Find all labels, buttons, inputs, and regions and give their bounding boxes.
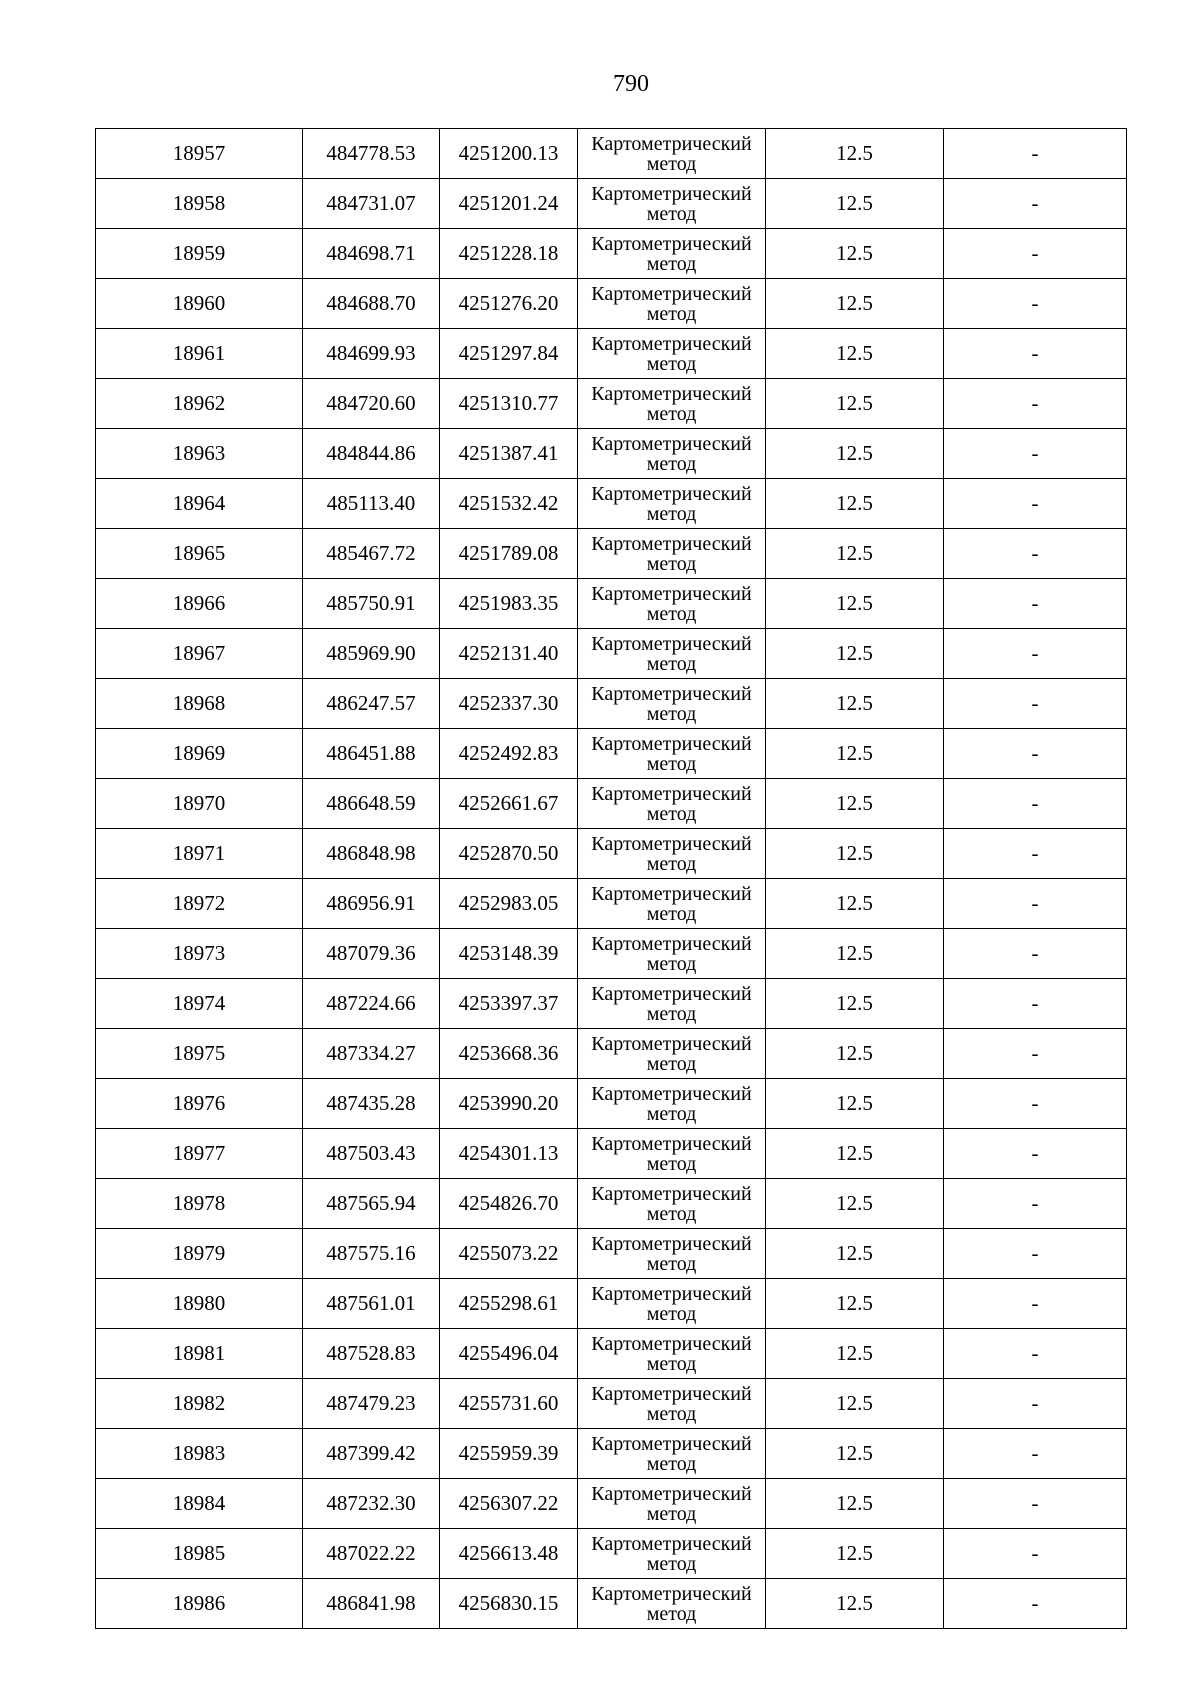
note-cell: - [944, 1379, 1127, 1429]
method-cell [578, 979, 766, 1029]
y-coordinate-cell: 4252983.05 [440, 879, 578, 929]
accuracy-cell: 12.5 [766, 1479, 944, 1529]
x-coordinate-cell: 485750.91 [303, 579, 440, 629]
method-line-2: метод [646, 1202, 697, 1225]
method-line-1: Картометрический [591, 1532, 752, 1555]
accuracy-cell: 12.5 [766, 729, 944, 779]
accuracy-cell: 12.5 [766, 779, 944, 829]
method-line-2: метод [646, 902, 697, 925]
point-number-cell: 18971 [96, 829, 303, 879]
table-row [96, 629, 1127, 679]
y-coordinate-cell: 4256613.48 [440, 1529, 578, 1579]
method-cell [578, 679, 766, 729]
point-number-cell: 18977 [96, 1129, 303, 1179]
method-line-1: Картометрический [591, 832, 752, 855]
table-row [96, 829, 1127, 879]
method-line-1: Картометрический [591, 432, 752, 455]
note-cell: - [944, 379, 1127, 429]
accuracy-cell: 12.5 [766, 379, 944, 429]
method-cell [578, 1079, 766, 1129]
y-coordinate-cell: 4251310.77 [440, 379, 578, 429]
table-row [96, 679, 1127, 729]
method-cell [578, 1529, 766, 1579]
accuracy-cell: 12.5 [766, 279, 944, 329]
method-cell [578, 479, 766, 529]
point-number-cell: 18986 [96, 1579, 303, 1629]
note-cell: - [944, 729, 1127, 779]
note-cell: - [944, 1229, 1127, 1279]
y-coordinate-cell: 4253148.39 [440, 929, 578, 979]
table-row [96, 379, 1127, 429]
table-row [96, 929, 1127, 979]
method-line-1: Картометрический [591, 582, 752, 605]
y-coordinate-cell: 4251532.42 [440, 479, 578, 529]
y-coordinate-cell: 4255298.61 [440, 1279, 578, 1329]
method-line-2: метод [646, 602, 697, 625]
accuracy-cell: 12.5 [766, 1179, 944, 1229]
y-coordinate-cell: 4251276.20 [440, 279, 578, 329]
method-line-1: Картометрический [591, 232, 752, 255]
note-cell: - [944, 429, 1127, 479]
method-cell [578, 729, 766, 779]
accuracy-cell: 12.5 [766, 1429, 944, 1479]
x-coordinate-cell: 487503.43 [303, 1129, 440, 1179]
x-coordinate-cell: 486848.98 [303, 829, 440, 879]
note-cell: - [944, 529, 1127, 579]
method-line-1: Картометрический [591, 382, 752, 405]
y-coordinate-cell: 4255959.39 [440, 1429, 578, 1479]
table-row [96, 1229, 1127, 1279]
method-cell [578, 1379, 766, 1429]
method-line-1: Картометрический [591, 1582, 752, 1605]
x-coordinate-cell: 485969.90 [303, 629, 440, 679]
method-cell [578, 879, 766, 929]
x-coordinate-cell: 486841.98 [303, 1579, 440, 1629]
table-row [96, 1429, 1127, 1479]
x-coordinate-cell: 484778.53 [303, 129, 440, 179]
method-line-1: Картометрический [591, 282, 752, 305]
accuracy-cell: 12.5 [766, 179, 944, 229]
note-cell: - [944, 679, 1127, 729]
x-coordinate-cell: 484698.71 [303, 229, 440, 279]
method-cell [578, 579, 766, 629]
method-cell [578, 379, 766, 429]
y-coordinate-cell: 4254826.70 [440, 1179, 578, 1229]
accuracy-cell: 12.5 [766, 129, 944, 179]
point-number-cell: 18978 [96, 1179, 303, 1229]
point-number-cell: 18979 [96, 1229, 303, 1279]
note-cell: - [944, 1279, 1127, 1329]
method-line-2: метод [646, 1152, 697, 1175]
x-coordinate-cell: 487575.16 [303, 1229, 440, 1279]
accuracy-cell: 12.5 [766, 1279, 944, 1329]
method-cell [578, 1029, 766, 1079]
method-line-1: Картометрический [591, 1232, 752, 1255]
method-line-2: метод [646, 552, 697, 575]
method-line-1: Картометрический [591, 1032, 752, 1055]
page-number: 790 [613, 71, 649, 97]
x-coordinate-cell: 485113.40 [303, 479, 440, 529]
y-coordinate-cell: 4252492.83 [440, 729, 578, 779]
method-line-1: Картометрический [591, 1132, 752, 1155]
y-coordinate-cell: 4253668.36 [440, 1029, 578, 1079]
method-cell [578, 1329, 766, 1379]
method-line-2: метод [646, 1502, 697, 1525]
point-number-cell: 18957 [96, 129, 303, 179]
table-row [96, 579, 1127, 629]
method-line-1: Картометрический [591, 132, 752, 155]
x-coordinate-cell: 486247.57 [303, 679, 440, 729]
table-row [96, 179, 1127, 229]
method-line-2: метод [646, 1252, 697, 1275]
point-number-cell: 18972 [96, 879, 303, 929]
method-line-2: метод [646, 402, 697, 425]
accuracy-cell: 12.5 [766, 479, 944, 529]
method-line-2: метод [646, 1402, 697, 1425]
x-coordinate-cell: 487079.36 [303, 929, 440, 979]
y-coordinate-cell: 4254301.13 [440, 1129, 578, 1179]
x-coordinate-cell: 486451.88 [303, 729, 440, 779]
table-row [96, 779, 1127, 829]
note-cell: - [944, 979, 1127, 1029]
table-row [96, 1079, 1127, 1129]
method-line-1: Картометрический [591, 782, 752, 805]
method-cell [578, 779, 766, 829]
y-coordinate-cell: 4251983.35 [440, 579, 578, 629]
method-cell [578, 429, 766, 479]
method-cell [578, 1429, 766, 1479]
note-cell: - [944, 879, 1127, 929]
table-row [96, 1279, 1127, 1329]
y-coordinate-cell: 4251200.13 [440, 129, 578, 179]
method-cell [578, 1129, 766, 1179]
x-coordinate-cell: 484844.86 [303, 429, 440, 479]
method-line-1: Картометрический [591, 932, 752, 955]
method-line-1: Картометрический [591, 1182, 752, 1205]
point-number-cell: 18984 [96, 1479, 303, 1529]
y-coordinate-cell: 4253990.20 [440, 1079, 578, 1129]
point-number-cell: 18967 [96, 629, 303, 679]
x-coordinate-cell: 486648.59 [303, 779, 440, 829]
method-line-2: метод [646, 1052, 697, 1075]
table-row [96, 1579, 1127, 1629]
note-cell: - [944, 229, 1127, 279]
method-line-2: метод [646, 1102, 697, 1125]
method-cell [578, 179, 766, 229]
x-coordinate-cell: 487399.42 [303, 1429, 440, 1479]
point-number-cell: 18975 [96, 1029, 303, 1079]
method-line-1: Картометрический [591, 882, 752, 905]
table-row [96, 879, 1127, 929]
x-coordinate-cell: 487224.66 [303, 979, 440, 1029]
point-number-cell: 18962 [96, 379, 303, 429]
table-row [96, 1479, 1127, 1529]
point-number-cell: 18980 [96, 1279, 303, 1329]
method-cell [578, 529, 766, 579]
accuracy-cell: 12.5 [766, 229, 944, 279]
table-row [96, 529, 1127, 579]
note-cell: - [944, 329, 1127, 379]
y-coordinate-cell: 4251228.18 [440, 229, 578, 279]
note-cell: - [944, 929, 1127, 979]
method-line-2: метод [646, 202, 697, 225]
table-row [96, 1329, 1127, 1379]
method-line-2: метод [646, 352, 697, 375]
table-row [96, 229, 1127, 279]
table-row [96, 1179, 1127, 1229]
method-line-2: метод [646, 802, 697, 825]
method-line-1: Картометрический [591, 1482, 752, 1505]
method-cell [578, 629, 766, 679]
note-cell: - [944, 579, 1127, 629]
method-line-2: метод [646, 502, 697, 525]
method-line-2: метод [646, 652, 697, 675]
method-cell [578, 1229, 766, 1279]
accuracy-cell: 12.5 [766, 1329, 944, 1379]
table-row [96, 979, 1127, 1029]
point-number-cell: 18973 [96, 929, 303, 979]
method-cell [578, 229, 766, 279]
note-cell: - [944, 479, 1127, 529]
accuracy-cell: 12.5 [766, 1529, 944, 1579]
point-number-cell: 18963 [96, 429, 303, 479]
method-cell [578, 1579, 766, 1629]
method-line-1: Картометрический [591, 1282, 752, 1305]
method-line-1: Картометрический [591, 1332, 752, 1355]
method-line-2: метод [646, 702, 697, 725]
note-cell: - [944, 1079, 1127, 1129]
point-number-cell: 18969 [96, 729, 303, 779]
note-cell: - [944, 1129, 1127, 1179]
method-line-1: Картометрический [591, 1082, 752, 1105]
point-number-cell: 18974 [96, 979, 303, 1029]
x-coordinate-cell: 487232.30 [303, 1479, 440, 1529]
point-number-cell: 18968 [96, 679, 303, 729]
method-line-1: Картометрический [591, 982, 752, 1005]
method-line-2: метод [646, 952, 697, 975]
note-cell: - [944, 829, 1127, 879]
method-cell [578, 129, 766, 179]
point-number-cell: 18982 [96, 1379, 303, 1429]
method-line-1: Картометрический [591, 682, 752, 705]
y-coordinate-cell: 4252131.40 [440, 629, 578, 679]
table-row [96, 329, 1127, 379]
table-row [96, 479, 1127, 529]
point-number-cell: 18959 [96, 229, 303, 279]
x-coordinate-cell: 487528.83 [303, 1329, 440, 1379]
note-cell: - [944, 129, 1127, 179]
method-line-2: метод [646, 852, 697, 875]
accuracy-cell: 12.5 [766, 1229, 944, 1279]
table-row [96, 129, 1127, 179]
x-coordinate-cell: 487334.27 [303, 1029, 440, 1079]
table-row [96, 1129, 1127, 1179]
method-cell [578, 1279, 766, 1329]
x-coordinate-cell: 487022.22 [303, 1529, 440, 1579]
method-line-1: Картометрический [591, 532, 752, 555]
method-line-2: метод [646, 1602, 697, 1625]
accuracy-cell: 12.5 [766, 829, 944, 879]
point-number-cell: 18970 [96, 779, 303, 829]
point-number-cell: 18960 [96, 279, 303, 329]
method-line-1: Картометрический [591, 732, 752, 755]
y-coordinate-cell: 4251297.84 [440, 329, 578, 379]
y-coordinate-cell: 4251387.41 [440, 429, 578, 479]
method-line-1: Картометрический [591, 332, 752, 355]
y-coordinate-cell: 4252661.67 [440, 779, 578, 829]
table-row [96, 429, 1127, 479]
y-coordinate-cell: 4251201.24 [440, 179, 578, 229]
accuracy-cell: 12.5 [766, 1079, 944, 1129]
note-cell: - [944, 179, 1127, 229]
accuracy-cell: 12.5 [766, 979, 944, 1029]
method-cell [578, 329, 766, 379]
point-number-cell: 18965 [96, 529, 303, 579]
x-coordinate-cell: 485467.72 [303, 529, 440, 579]
note-cell: - [944, 279, 1127, 329]
table-row [96, 1029, 1127, 1079]
y-coordinate-cell: 4256307.22 [440, 1479, 578, 1529]
coordinates-table-body [96, 129, 1127, 1629]
method-line-1: Картометрический [591, 1432, 752, 1455]
method-cell [578, 279, 766, 329]
method-line-1: Картометрический [591, 182, 752, 205]
note-cell: - [944, 779, 1127, 829]
y-coordinate-cell: 4255731.60 [440, 1379, 578, 1429]
note-cell: - [944, 629, 1127, 679]
note-cell: - [944, 1479, 1127, 1529]
accuracy-cell: 12.5 [766, 1129, 944, 1179]
point-number-cell: 18983 [96, 1429, 303, 1479]
y-coordinate-cell: 4252337.30 [440, 679, 578, 729]
accuracy-cell: 12.5 [766, 879, 944, 929]
point-number-cell: 18961 [96, 329, 303, 379]
accuracy-cell: 12.5 [766, 629, 944, 679]
method-line-2: метод [646, 1452, 697, 1475]
method-cell [578, 829, 766, 879]
accuracy-cell: 12.5 [766, 1029, 944, 1079]
point-number-cell: 18966 [96, 579, 303, 629]
note-cell: - [944, 1329, 1127, 1379]
accuracy-cell: 12.5 [766, 1579, 944, 1629]
method-line-2: метод [646, 1002, 697, 1025]
method-line-2: метод [646, 452, 697, 475]
x-coordinate-cell: 486956.91 [303, 879, 440, 929]
note-cell: - [944, 1579, 1127, 1629]
y-coordinate-cell: 4255496.04 [440, 1329, 578, 1379]
x-coordinate-cell: 484688.70 [303, 279, 440, 329]
table-row [96, 1529, 1127, 1579]
method-cell [578, 929, 766, 979]
note-cell: - [944, 1029, 1127, 1079]
method-line-1: Картометрический [591, 1382, 752, 1405]
x-coordinate-cell: 487435.28 [303, 1079, 440, 1129]
x-coordinate-cell: 487561.01 [303, 1279, 440, 1329]
method-cell [578, 1479, 766, 1529]
y-coordinate-cell: 4251789.08 [440, 529, 578, 579]
method-line-2: метод [646, 302, 697, 325]
method-line-2: метод [646, 1352, 697, 1375]
x-coordinate-cell: 484720.60 [303, 379, 440, 429]
y-coordinate-cell: 4255073.22 [440, 1229, 578, 1279]
note-cell: - [944, 1529, 1127, 1579]
x-coordinate-cell: 484731.07 [303, 179, 440, 229]
method-line-1: Картометрический [591, 632, 752, 655]
point-number-cell: 18976 [96, 1079, 303, 1129]
method-line-2: метод [646, 1552, 697, 1575]
method-line-2: метод [646, 152, 697, 175]
method-line-1: Картометрический [591, 482, 752, 505]
accuracy-cell: 12.5 [766, 1379, 944, 1429]
coordinates-table [95, 128, 1127, 1629]
accuracy-cell: 12.5 [766, 429, 944, 479]
y-coordinate-cell: 4256830.15 [440, 1579, 578, 1629]
accuracy-cell: 12.5 [766, 929, 944, 979]
accuracy-cell: 12.5 [766, 579, 944, 629]
x-coordinate-cell: 487479.23 [303, 1379, 440, 1429]
y-coordinate-cell: 4253397.37 [440, 979, 578, 1029]
note-cell: - [944, 1179, 1127, 1229]
point-number-cell: 18958 [96, 179, 303, 229]
y-coordinate-cell: 4252870.50 [440, 829, 578, 879]
point-number-cell: 18985 [96, 1529, 303, 1579]
method-cell [578, 1179, 766, 1229]
table-row [96, 279, 1127, 329]
point-number-cell: 18981 [96, 1329, 303, 1379]
method-line-2: метод [646, 752, 697, 775]
table-row [96, 729, 1127, 779]
method-line-2: метод [646, 1302, 697, 1325]
note-cell: - [944, 1429, 1127, 1479]
method-line-2: метод [646, 252, 697, 275]
accuracy-cell: 12.5 [766, 679, 944, 729]
accuracy-cell: 12.5 [766, 529, 944, 579]
x-coordinate-cell: 484699.93 [303, 329, 440, 379]
point-number-cell: 18964 [96, 479, 303, 529]
x-coordinate-cell: 487565.94 [303, 1179, 440, 1229]
table-row [96, 1379, 1127, 1429]
accuracy-cell: 12.5 [766, 329, 944, 379]
